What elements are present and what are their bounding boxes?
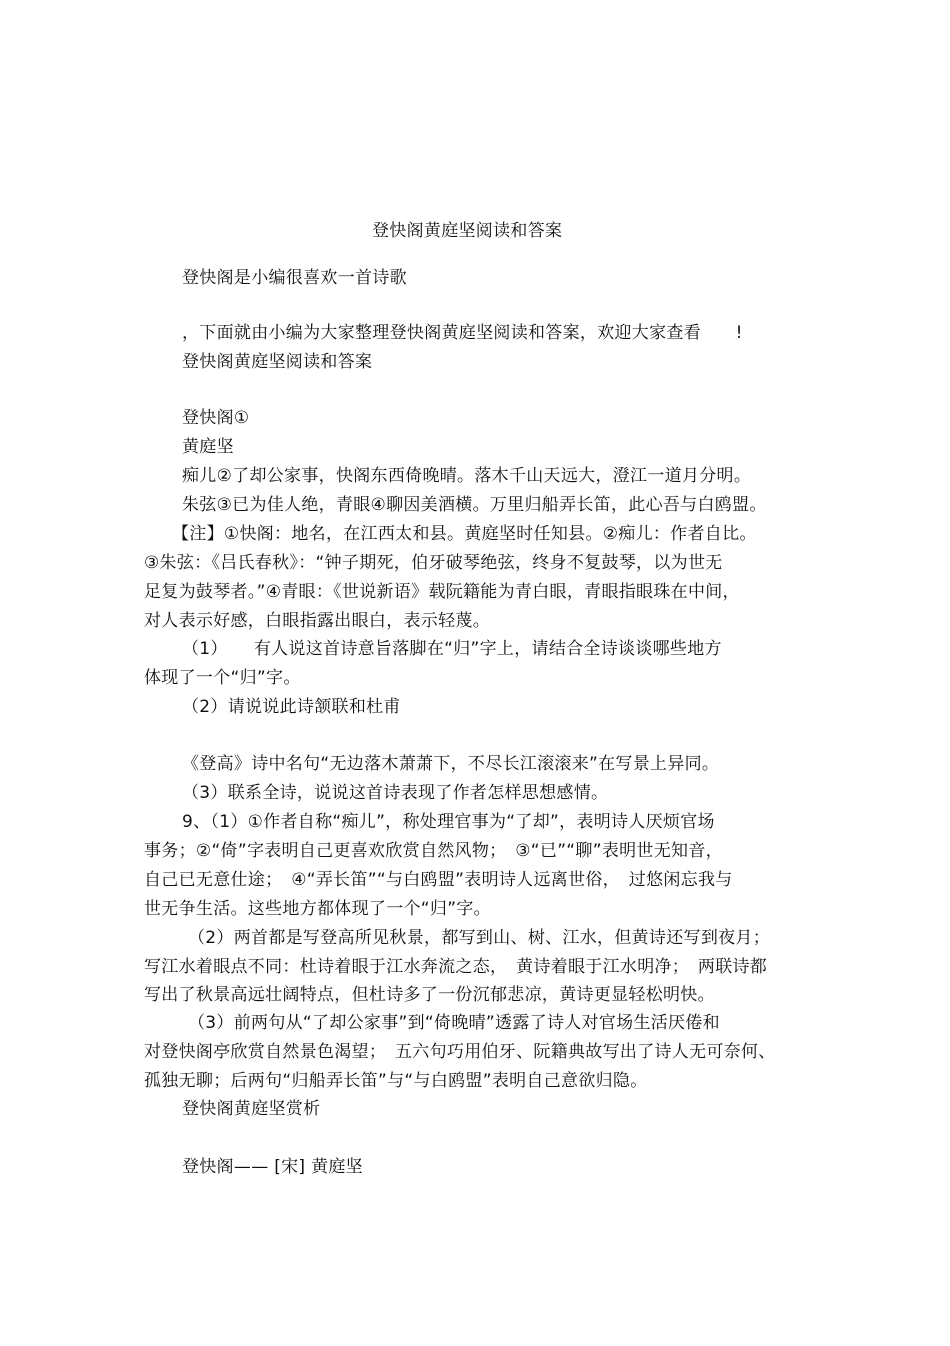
section-subheading: 登快阁—— [宋] 黄庭坚 xyxy=(182,1157,363,1177)
note-line: ③朱弦：《吕氏春秋》：“钟子期死，伯牙破琴绝弦，终身不复鼓琴，以为世无 xyxy=(144,553,723,573)
note-line: 对人表示好感，白眼指露出眼白，表示轻蔑。 xyxy=(144,611,490,631)
page-title: 登快阁黄庭坚阅读和答案 xyxy=(372,221,563,241)
poem-author: 黄庭坚 xyxy=(182,437,234,457)
intro-line: ，下面就由小编为大家整理登快阁黄庭坚阅读和答案，欢迎大家查看 ! xyxy=(182,323,743,343)
answer-line: 对登快阁亭欣赏自然景色渴望； 五六句巧用伯牙、阮籍典故写出了诗人无可奈何、 xyxy=(144,1042,776,1062)
answer-line: 写出了秋景高远壮阔特点，但杜诗多了一份沉郁悲凉，黄诗更显轻松明快。 xyxy=(144,985,715,1005)
question-line: （3）联系全诗，说说这首诗表现了作者怎样思想感情。 xyxy=(182,783,609,803)
answer-line: 事务；②“倚”字表明自己更喜欢欣赏自然风物； ③“已”“聊”表明世无知音， xyxy=(144,841,723,861)
question-line: 体现了一个“归”字。 xyxy=(144,668,301,688)
answer-line: （3）前两句从“了却公家事”到“倚晚晴”透露了诗人对官场生活厌倦和 xyxy=(188,1013,720,1033)
note-line: 足复为鼓琴者。”④青眼：《世说新语》载阮籍能为青白眼，青眼指眼珠在中间， xyxy=(144,582,740,602)
poem-title: 登快阁① xyxy=(182,408,250,428)
question-line: （1） 有人说这首诗意旨落脚在“归”字上，请结合全诗谈谈哪些地方 xyxy=(182,639,722,659)
intro-line: 登快阁是小编很喜欢一首诗歌 xyxy=(182,268,407,288)
answer-line: 自己已无意仕途； ④“弄长笛”“与白鸥盟”表明诗人远离世俗， 过悠闲忘我与 xyxy=(144,870,733,890)
poem-line: 朱弦③已为佳人绝，青眼④聊因美酒横。万里归船弄长笛，此心吾与白鸥盟。 xyxy=(182,495,767,515)
note-line: 【注】①快阁：地名，在江西太和县。黄庭坚时任知县。②痴儿：作者自比。 xyxy=(172,524,757,544)
section-heading: 登快阁黄庭坚赏析 xyxy=(182,1099,321,1119)
question-line: （2）请说说此诗颔联和杜甫 xyxy=(182,697,401,717)
answer-line: 孤独无聊；后两句“归船弄长笛”与“与白鸥盟”表明自己意欲归隐。 xyxy=(144,1071,648,1091)
answer-line: 9、（1）①作者自称“痴儿”，称处理官事为“了却”，表明诗人厌烦官场 xyxy=(182,812,715,832)
poem-line: 痴儿②了却公家事，快阁东西倚晚晴。落木千山天远大，澄江一道月分明。 xyxy=(182,466,752,486)
question-line: 《登高》诗中名句“无边落木萧萧下，不尽长江滚滚来”在写景上异同。 xyxy=(182,754,720,774)
answer-line: 世无争生活。这些地方都体现了一个“归”字。 xyxy=(144,899,491,919)
answer-line: 写江水着眼点不同：杜诗着眼于江水奔流之态， 黄诗着眼于江水明净； 两联诗都 xyxy=(144,957,768,977)
answer-line: （2）两首都是写登高所见秋景，都写到山、树、江水，但黄诗还写到夜月； xyxy=(188,928,771,948)
intro-heading: 登快阁黄庭坚阅读和答案 xyxy=(182,352,373,372)
